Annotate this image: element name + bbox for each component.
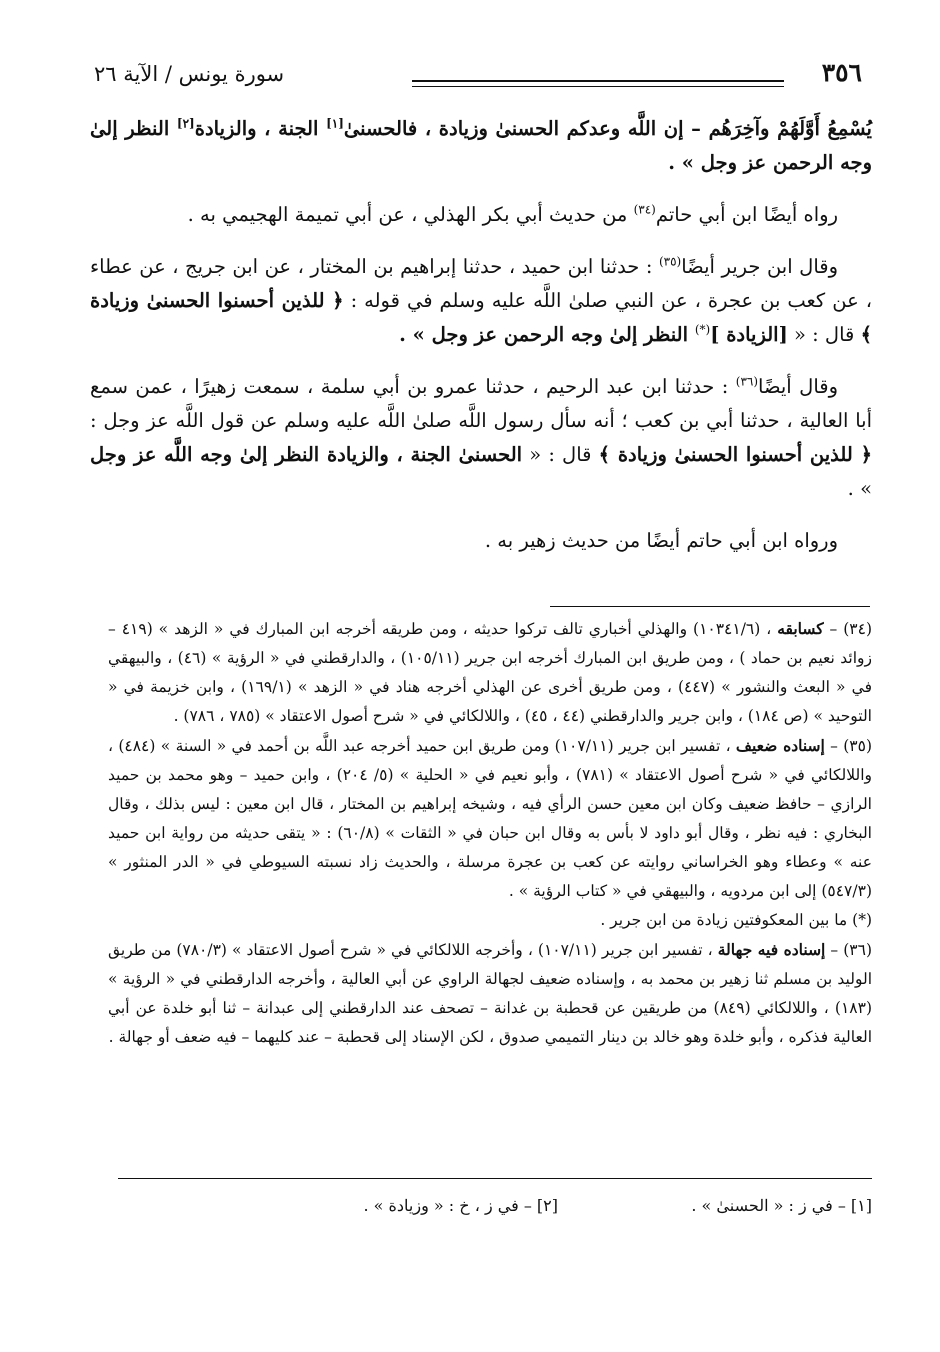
main-text bbox=[90, 112, 872, 576]
page-number: ٣٥٦ bbox=[821, 58, 862, 87]
footnote-number: (٣٦) – bbox=[825, 941, 872, 959]
quran-quote: ﴿ للذين أحسنوا الحسنىٰ وزيادة ﴾ bbox=[598, 443, 872, 466]
paragraph-text: وقال أيضًا bbox=[758, 375, 838, 398]
footnote-text: ، (١٠٣٤١/٦) والهذلي أخباري تالف تركوا حديثه ، ومن طريقه أخرجه ابن المبارك في « الزهد » (٤١٩ – زوائد نعيم بن حماد ) ، ومن طريق ابن المبارك أخرجه ابن جرير (١٠٥/١١) ، والدارقطني في « الرؤية » (٤٦) ، والبيهقي في « البعث والنشور » (٤٤٧) ، ومن طريق أخرى عن الهذلي أخرجه هناد في « الزهد » (١٦٩/١) ، وابن خزيمة في « التوحيد » (ص ١٨٤) ، وابن جرير والدارقطني (٤٤ ، ٤٥) ، واللالكائي في « شرح أصول الاعتقاد » (٧٨٥ ، ٧٨٦) . bbox=[108, 620, 872, 725]
footnote-title: إسناده ضعيف bbox=[735, 736, 825, 755]
variants-separator bbox=[118, 1178, 872, 1179]
footnote-text: ، تفسير ابن جرير (١٠٧/١١) ومن طريق ابن حميد أخرجه عبد اللَّه بن أحمد في « السنة » (٤٨٤) ، واللالكائي في « شرح أصول الاعتقاد » (٧٨١) ، وأبو نعيم في « الحلية » (٥/ ٢٠٤) ، وابن حميد – وهو محمد بن حميد الرازي – حافظ ضعيف وكان ابن معين حسن الرأي فيه ، وشيخه إبراهيم بن المختار ، قال ابن معين : ليس بذلك ، وقال البخاري : فيه نظر ، وقال أبو داود لا بأس به وقال ابن حبان في « الثقات » (٦٠/٨) : « يتقى حديثه من رواية ابن حميد عنه » وعطاء وهو الخراساني روايته عن كعب بن عجرة مرسلة ، والحديث زاد نسبته السيوطي في « الدر المنثور » (٥٤٧/٣) إلى ابن مردويه ، والبيهقي في « كتاب الرؤية » . bbox=[108, 737, 872, 900]
paragraph-text: : حدثنا ابن عبد الرحيم ، حدثنا عمرو بن أبي سلمة ، سمعت زهيرًا ، عمن سمع أبا العالية ، حدثنا أبي بن كعب ؛ أنه سأل رسول اللَّه صلىٰ اللَّه عليه وسلم عن قول اللَّه عز وجل : bbox=[90, 375, 872, 432]
hadith-text: الحسنىٰ الجنة ، والزيادة النظر إلىٰ وجه اللَّه عز وجل bbox=[90, 443, 523, 466]
footnote-34 bbox=[108, 614, 872, 731]
paragraph-ibn-jarir-2 bbox=[90, 370, 872, 506]
paragraph-text: : حدثنا ابن حميد ، حدثنا إبراهيم بن المختار ، عن ابن جريج ، عن عطاء ، عن كعب بن عجرة ، عن النبي صلىٰ اللَّه عليه وسلم في قوله : bbox=[90, 255, 873, 312]
footnote-ref-35: (٣٥) bbox=[658, 254, 682, 269]
variant-marker-2: [٢] bbox=[176, 116, 195, 131]
footnote-number: (٣٥) – bbox=[824, 737, 872, 755]
footnote-ref-34: (٣٤) bbox=[633, 202, 656, 217]
paragraph-text: من حديث أبي بكر الهذلي ، عن أبي تميمة الهجيمي به . bbox=[187, 203, 634, 226]
paragraph-zuhair: ورواه ابن أبي حاتم أيضًا من حديث زهير به . bbox=[484, 529, 838, 552]
quran-quote: ﴿ للذين أحسنوا الحسنىٰ وزيادة ﴾ bbox=[90, 289, 872, 346]
footnote-separator bbox=[550, 606, 870, 607]
variant-note-1: [١] – في ز : « الحسنىٰ » . bbox=[691, 1196, 872, 1215]
footnote-ref-star: (*) bbox=[694, 322, 711, 337]
paragraph-ibn-jarir-1 bbox=[90, 250, 872, 352]
paragraph-text: قال : « bbox=[787, 323, 861, 346]
footnote-text: ، تفسير ابن جرير (١٠٧/١١) ، وأخرجه اللالكائي في « شرح أصول الاعتقاد » (٧٨٠/٣) من طريق الوليد بن مسلم ثنا زهير بن محمد به ، وإسناده ضعيف لجهالة الراوي عن أبي العالية ، وأخرجه الدارقطني في « الرؤية » (١٨٣) ، واللالكائي (٨٤٩) من طريقين عن قحطبة بن غدانة – تصحف عند الدارقطني إلى عبدانة – ثنا أبو خلدة عن أبي العالية فذكره ، وأبو خلدة وهو خالد بن دينار التميمي صدوق ، لكن الإسناد إلى قحطبة – عند كليهما – فيه ضعف أو جهالة . bbox=[108, 941, 872, 1046]
footnote-star: (*) ما بين المعكوفتين زيادة من ابن جرير . bbox=[600, 911, 872, 929]
footnote-36 bbox=[108, 935, 872, 1052]
header-rule bbox=[412, 80, 784, 87]
hadith-text: النظر إلىٰ وجه الرحمن عز وجل » . bbox=[399, 323, 695, 346]
paragraph-text: الجنة ، والزيادة bbox=[194, 117, 327, 140]
footnote-35 bbox=[108, 731, 872, 906]
footnote-title: إسناده فيه جهالة bbox=[717, 940, 826, 959]
footnotes bbox=[108, 614, 872, 1052]
paragraph-text: قال : « bbox=[522, 443, 599, 466]
paragraph-hadith-end bbox=[90, 112, 872, 180]
paragraph-text: يُسْمِعُ أَوَّلَهُمْ وآخِرَهُم – إن اللَّه وعدكم الحسنىٰ وزيادة ، فالحسنىٰ bbox=[343, 117, 872, 140]
variant-marker-1: [١] bbox=[326, 116, 344, 131]
paragraph-text: » . bbox=[847, 477, 872, 500]
variant-note-2: [٢] – في ز ، خ : « وزيادة » . bbox=[363, 1196, 558, 1215]
footnote-title: كسابقه bbox=[777, 619, 824, 638]
page-header bbox=[70, 58, 880, 102]
paragraph-text: النظر إلىٰ وجه الرحمن عز وجل » . bbox=[90, 117, 872, 174]
bracket-addition: [الزيادة ] bbox=[710, 323, 788, 346]
paragraph-ibn-abi-hatim bbox=[90, 198, 872, 232]
sura-verse-label: سورة يونس / الآية ٢٦ bbox=[94, 62, 285, 86]
footnote-ref-36: (٣٦) bbox=[735, 374, 759, 389]
paragraph-text: رواه أيضًا ابن أبي حاتم bbox=[655, 203, 838, 226]
paragraph-text: وقال ابن جرير أيضًا bbox=[681, 255, 838, 278]
footnote-number: (٣٤) – bbox=[823, 620, 873, 638]
